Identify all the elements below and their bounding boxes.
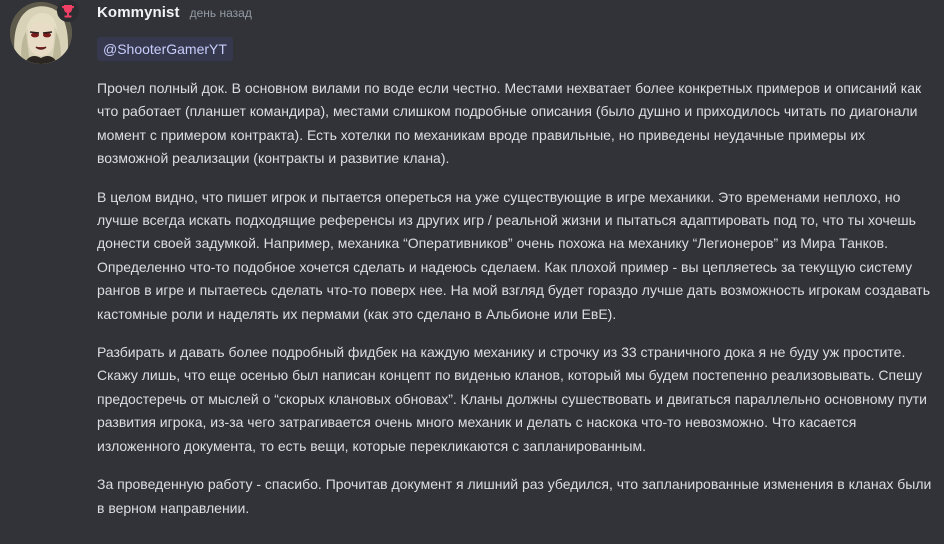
message-paragraph: Разбирать и давать более подробный фидбек на каждую механику и строчку из 33 страничного дока я не буду уж простите. Скажу лишь, что еще осенью был написан концепт по виденью кланов, который мы будем постепенно реализовывать. Спешу предостеречь от мыслей о “скорых клановых обновах”. Кланы должны сушествовать и двигаться параллельно основному пути развития игрока, из-за чего затрагивается очень много механик и делать с наскока что-то невозможно. Что касается изложенного документа, то есть вещи, которые перекликаются с запланированным. <box>97 344 927 454</box>
role-badge[interactable] <box>57 0 79 22</box>
trophy-icon <box>61 4 75 18</box>
timestamp: день назад <box>189 6 252 20</box>
message-content <box>97 77 932 535</box>
message-paragraph: Прочел полный док. В основном вилами по воде если честно. Местами нехватает более конкретных примеров и описаний как что работает (планшет командира), местами слишком подробные описания (было душно и приходилось читать по диагонали момент с примером контракта). Есть хотелки по механикам вроде правильные, но приведены неудачные примеры их возможной реализации (контракты и развитие клана). <box>97 80 922 167</box>
message-paragraph: В целом видно, что пишет игрок и пытается опереться на уже существующие в игре механики. Это временами неплохо, но лучше всегда искать подходящие референсы из других игр / реальной жизни и пытаться адаптировать под то, что ты хочешь донести своей задумкой. Например, механика “Оперативников” очень похожа на механику “Легионеров” из Мира Танков. Определенно что-то подобное хочется сделать и надеюсь сделаем. Как плохой пример - вы цепляетесь за текущую систему рангов в игре и пытаетесь сделать что-то поверх нее. На мой взгляд будет гораздо лучше дать возможность игрокам создавать кастомные роли и наделять их пермами (как это сделано в Альбионе или ЕвЕ). <box>97 188 930 322</box>
user-mention[interactable]: @ShooterGamerYT <box>97 37 233 61</box>
message-paragraph: За проведенную работу - спасибо. Прочитав документ я лишний раз убедился, что запланированные изменения в кланах были в верном направлении. <box>97 476 932 516</box>
username[interactable]: Kommynist <box>97 4 180 21</box>
message-header <box>97 4 252 24</box>
